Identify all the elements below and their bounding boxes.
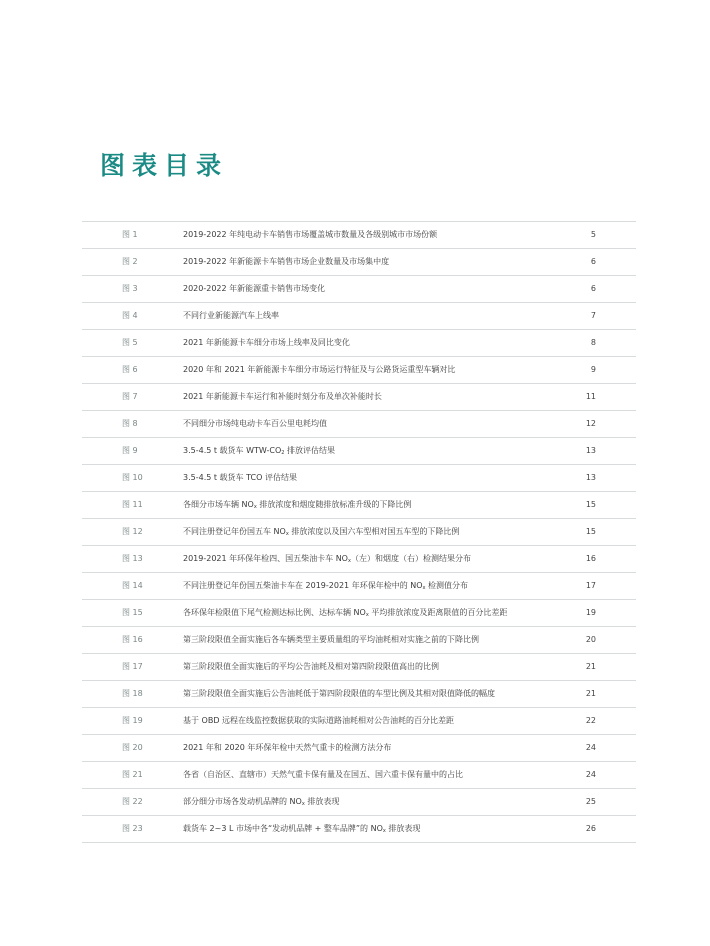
toc-row[interactable] — [82, 357, 636, 384]
figure-number: 图 17 — [122, 662, 143, 671]
figure-number: 图 14 — [122, 581, 143, 590]
page-number: 9 — [590, 365, 596, 374]
figure-caption: 各细分市场车辆 $NO_x$ 排放浓度和烟度随排放标准升级的下降比例 — [183, 500, 412, 510]
page-number: 13 — [585, 473, 596, 482]
figure-number: 图 12 — [122, 527, 143, 536]
figure-caption: 2019-2021 年环保年检四、国五柴油卡车 $NO_x$（左）和烟度（右）检测结果分布 — [183, 554, 471, 564]
figure-number: 图 4 — [122, 311, 138, 320]
toc-row[interactable] — [82, 465, 636, 492]
page-number: 13 — [585, 446, 596, 455]
figure-caption: 不同注册登记年份国五车 $NO_x$ 排放浓度以及国六车型相对国五车型的下降比例 — [183, 527, 460, 537]
figure-caption: 2021 年新能源卡车细分市场上线率及同比变化 — [183, 338, 350, 347]
toc-row[interactable] — [82, 708, 636, 735]
figure-number: 图 15 — [122, 608, 143, 617]
figure-number: 图 6 — [122, 365, 138, 374]
page-number: 20 — [585, 635, 596, 644]
figure-caption: 第三阶段限值全面实施后的平均公告油耗及相对第四阶段限值高出的比例 — [183, 662, 439, 671]
figure-number: 图 9 — [122, 446, 138, 455]
toc-row[interactable] — [82, 816, 636, 843]
figure-caption: 不同细分市场纯电动卡车百公里电耗均值 — [183, 419, 327, 428]
figure-number: 图 20 — [122, 743, 143, 752]
figure-caption: 3.5-4.5 t 载货车 WTW-$CO_2$ 排放评估结果 — [183, 446, 335, 456]
figure-number: 图 16 — [122, 635, 143, 644]
figure-number: 图 13 — [122, 554, 143, 563]
figure-number: 图 21 — [122, 770, 143, 779]
toc-row[interactable] — [82, 789, 636, 816]
figure-caption: 部分细分市场各发动机品牌的 $NO_x$ 排放表现 — [183, 797, 340, 807]
page-number: 24 — [585, 770, 596, 779]
toc-row[interactable] — [82, 276, 636, 303]
toc-row[interactable] — [82, 600, 636, 627]
figure-number: 图 8 — [122, 419, 138, 428]
toc-row[interactable] — [82, 735, 636, 762]
page-number: 15 — [585, 500, 596, 509]
page-number: 17 — [585, 581, 596, 590]
page-number: 24 — [585, 743, 596, 752]
figure-caption: 2020-2022 年新能源重卡销售市场变化 — [183, 284, 326, 293]
page-number: 26 — [585, 824, 596, 833]
figure-caption: 2019-2022 年纯电动卡车销售市场覆盖城市数量及各级别城市市场份额 — [183, 230, 438, 239]
page-number: 15 — [585, 527, 596, 536]
figure-number: 图 5 — [122, 338, 138, 347]
figure-number: 图 23 — [122, 824, 143, 833]
toc-row[interactable] — [82, 627, 636, 654]
page-number: 25 — [585, 797, 596, 806]
figure-number: 图 1 — [122, 230, 138, 239]
page-number: 8 — [590, 338, 596, 347]
toc-row[interactable] — [82, 546, 636, 573]
page-number: 7 — [590, 311, 596, 320]
toc-row[interactable] — [82, 573, 636, 600]
page-title: 图表目录 — [100, 151, 229, 180]
toc-row[interactable] — [82, 330, 636, 357]
toc-row[interactable] — [82, 438, 636, 465]
figure-caption: 各省（自治区、直辖市）天然气重卡保有量及在国五、国六重卡保有量中的占比 — [183, 770, 463, 779]
figure-number: 图 18 — [122, 689, 143, 698]
figure-caption: 基于 OBD 远程在线监控数据获取的实际道路油耗相对公告油耗的百分比差距 — [183, 716, 455, 725]
figure-number: 图 11 — [122, 500, 143, 509]
figure-number: 图 3 — [122, 284, 138, 293]
toc-row[interactable] — [82, 384, 636, 411]
figure-caption: 不同行业新能源汽车上线率 — [183, 311, 279, 320]
figure-caption: 第三阶段限值全面实施后公告油耗低于第四阶段限值的车型比例及其相对限值降低的幅度 — [183, 689, 495, 698]
figure-number: 图 2 — [122, 257, 138, 266]
toc-row[interactable] — [82, 222, 636, 249]
figure-list — [82, 221, 636, 843]
toc-row[interactable] — [82, 411, 636, 438]
toc-row[interactable] — [82, 492, 636, 519]
page-number: 22 — [585, 716, 596, 725]
figure-number: 图 10 — [122, 473, 143, 482]
toc-row[interactable] — [82, 249, 636, 276]
figure-caption: 各环保年检限值下尾气检测达标比例、达标车辆 $NO_x$ 平均排放浓度及距离限值的百分比差距 — [183, 608, 508, 618]
page-number: 21 — [585, 662, 596, 671]
figure-caption: 2019-2022 年新能源卡车销售市场企业数量及市场集中度 — [183, 257, 390, 266]
figure-caption: 3.5-4.5 t 载货车 TCO 评估结果 — [183, 473, 297, 482]
page-number: 19 — [585, 608, 596, 617]
page-number: 12 — [585, 419, 596, 428]
toc-row[interactable] — [82, 681, 636, 708]
page-number: 6 — [590, 257, 596, 266]
figure-caption: 2021 年和 2020 年环保年检中天然气重卡的检测方法分布 — [183, 743, 392, 752]
figure-caption: 2020 年和 2021 年新能源卡车细分市场运行特征及与公路货运重型车辆对比 — [183, 365, 456, 374]
page-number: 5 — [590, 230, 596, 239]
figure-number: 图 19 — [122, 716, 143, 725]
figure-caption: 2021 年新能源卡车运行和补能时刻分布及单次补能时长 — [183, 392, 382, 401]
figure-number: 图 7 — [122, 392, 138, 401]
page-number: 11 — [585, 392, 596, 401]
page-number: 6 — [590, 284, 596, 293]
figure-caption: 第三阶段限值全面实施后各车辆类型主要质量组的平均油耗相对实施之前的下降比例 — [183, 635, 479, 644]
toc-row[interactable] — [82, 762, 636, 789]
figure-caption: 载货车 2~3 L 市场中各“发动机品牌 + 整车品牌”的 $NO_x$ 排放表现 — [183, 824, 421, 834]
toc-row[interactable] — [82, 303, 636, 330]
toc-row[interactable] — [82, 519, 636, 546]
figure-caption: 不同注册登记年份国五柴油卡车在 2019-2021 年环保年检中的 $NO_x$ 检测值分布 — [183, 581, 469, 591]
page-number: 21 — [585, 689, 596, 698]
page-number: 16 — [585, 554, 596, 563]
toc-row[interactable] — [82, 654, 636, 681]
figure-number: 图 22 — [122, 797, 143, 806]
